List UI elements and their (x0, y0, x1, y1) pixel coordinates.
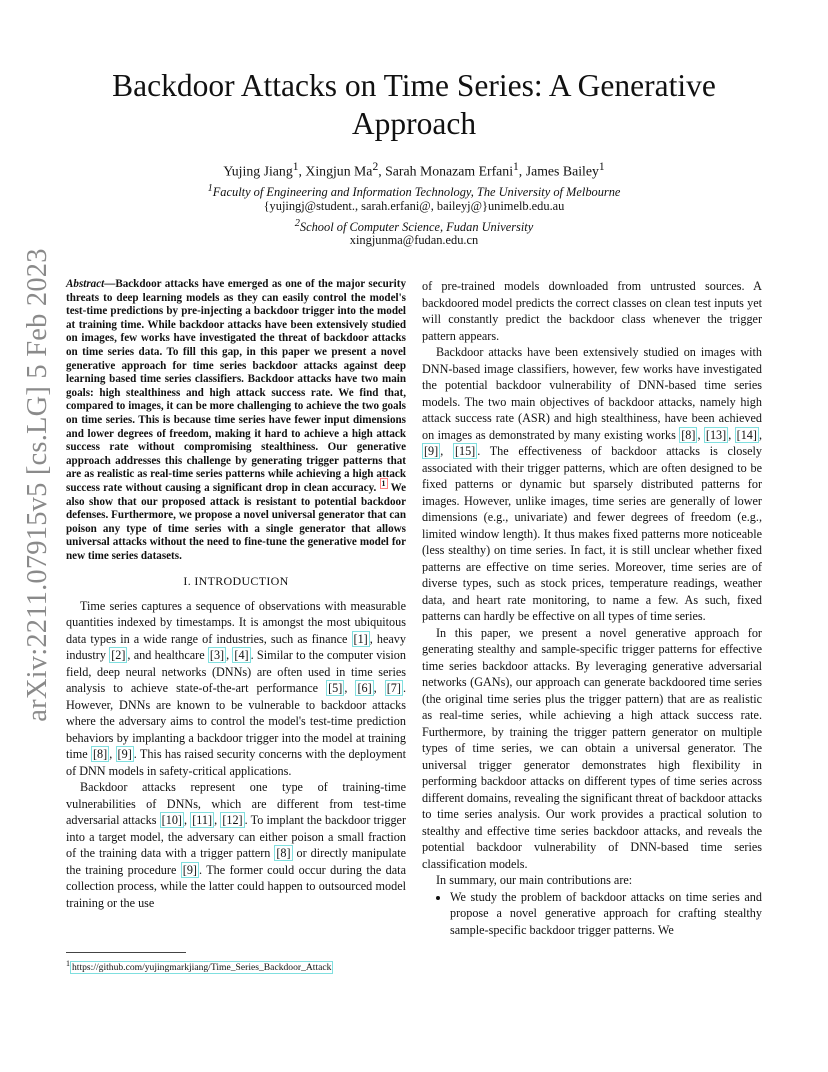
affiliation-mark: 1 (598, 161, 605, 173)
citation-link[interactable]: [8] (276, 846, 291, 861)
citation-link[interactable]: [3] (209, 648, 225, 663)
citation-link[interactable]: [10] (161, 813, 182, 828)
affiliation-mark: 1 (513, 161, 519, 173)
arxiv-id-text: arXiv:2211.07915v5 [cs.LG] 5 Feb 2023 (22, 248, 53, 722)
affiliation-mark: 1 (292, 161, 299, 173)
citation-link[interactable]: [8] (92, 747, 108, 762)
citation-link[interactable]: [13] (705, 427, 727, 442)
footnote-mark: 1 (66, 959, 70, 968)
title-line-2: Approach (351, 106, 477, 141)
citation-link[interactable]: [14] (736, 427, 757, 442)
affiliation-mark: 2 (294, 218, 300, 229)
citation-link[interactable]: [11] (192, 813, 213, 828)
author-name: , James Bailey (518, 163, 599, 179)
footnote-url-link[interactable]: https://github.com/yujingmarkjiang/Time_Series_Backdoor_Attack (72, 962, 332, 974)
intro-paragraph-1: Time series captures a sequence of observations with measurable quantities indexed by timestamps. It is amongst the most ubiquitous data types in a wide range of industries, such as finance [1] , heavy industry [2] , and healthcare [3] , [4] . Similar to the computer vision field, deep neural networks (DNNs) are often used in time series analysis to achieve state-of-the-art performance [5] , [6] , [7] . However, DNNs are known to be vulnerable to backdoor attacks where the adversary aims to control the model's test-time prediction behaviors by implanting a backdoor trigger into the model at training time [8] , [9] . This has raised security concerns with the deployment of DNN models in safety-critical applications. (66, 598, 407, 778)
arxiv-identifier (18, 248, 58, 722)
footnote-rule (66, 952, 186, 953)
intro-paragraph-2: Backdoor attacks represent one type of training-time vulnerabilities of DNNs, which are different from test-time adversarial attacks [10] , [11] , [12] . To implant the backdoor trigger into a target model, the adversary can either poison a small fraction of the training data with a trigger pattern [8] or directly manipulate the training procedure [9] . The former could occur during the data collection process, while the latter could happen to outsourced model training or the use (66, 780, 407, 910)
author-name: Yujing Jiang (223, 163, 293, 179)
contributions-list (422, 889, 762, 939)
affiliation-mark: 1 (207, 183, 213, 194)
author-list (70, 158, 758, 181)
abstract-text-2: We also show that our proposed attack is resistant to potential backdoor defenses. Furthermore, we propose a novel universal generator that can poison any type of time series with a single generator that allows universal attacks without the need to fine-tune the generative model for new time series datasets. (66, 481, 406, 562)
citation-link[interactable]: [9] (424, 444, 439, 458)
author-name: , Xingjun Ma (298, 163, 373, 179)
citation-link[interactable]: [4] (234, 648, 249, 663)
citation-link[interactable]: [1] (353, 631, 368, 646)
section-heading-introduction: I. INTRODUCTION (183, 574, 289, 589)
abstract-text-1: —Backdoor attacks have emerged as one of the major security threats to deep learning models as they can easily control the model's test-time predictions by pre-injecting a backdoor trigger into the model at training time. While backdoor attacks have been extensively studied on images, few works have investigated the threat of backdoor attacks on time series data. To fill this gap, in this paper we present a novel generative approach for time series backdoor attacks against deep learning based time series classifiers. Backdoor attacks have two main goals: high stealthiness and high attack success rate. We find that, compared to images, it can be more challenging to achieve the two goals on time series. This is because time series have fewer input dimensions and lower degrees of freedom, making it hard to achieve a high attack success rate without compromising stealthiness. Our generative approach addresses this challenge by generating trigger patterns that are as realistic as real-time series patterns while achieving a high attack success rate without causing a significant drop in clean accuracy. (66, 278, 406, 494)
citation-link[interactable]: [9] (182, 862, 197, 877)
intro-paragraph-2-continued: of pre-trained models downloaded from untrusted sources. A backdoored model predicts the correct classes on clean test inputs yet will constantly predict the backdoor class whenever the trigger pattern appears. (422, 279, 762, 343)
paper-title (70, 67, 758, 143)
right-column (422, 278, 762, 938)
citation-link[interactable]: [8] (681, 427, 696, 442)
citation-link[interactable]: [5] (328, 681, 343, 696)
emails-melbourne: {yujingj@student., sarah.erfani@, baileyj@}unimelb.edu.au (263, 199, 565, 213)
list-item: • We study the problem of backdoor attacks on time series and propose a novel generative approach for crafting stealthy sample-specific backdoor trigger patterns. We (450, 889, 762, 939)
left-column (66, 278, 406, 911)
citation-link[interactable]: [2] (111, 648, 126, 663)
citation-link[interactable]: [15] (454, 444, 476, 458)
title-line-1: Backdoor Attacks on Time Series: A Generative (112, 68, 716, 103)
intro-paragraph-4: In this paper, we present a novel generative approach for generating stealthy and sample-specific trigger patterns for effective time series backdoor attacks. By leveraging generative adversarial networks (GANs), our approach can generate backdoored time series (the original time series plus the trigger pattern) that are as realistic as real-time series, while achieving a high attack success rate. Furthermore, by training the trigger pattern generator on multiple types of time series, we can obtain a universal generator. The universal trigger generator demonstrates high flexibility in performing backdoor attacks on different types of time series across different domains, revealing the significant threat of backdoor attacks to time series analysis. Our work provides a practical solution to stealthy and effective time series backdoor attacks, and reveals the potential backdoor vulnerability of DNN-based time series classification models. (422, 625, 762, 871)
citation-link[interactable]: [7] (386, 681, 401, 696)
author-name: , Sarah Monazam Erfani (378, 163, 514, 179)
affiliation-mark: 2 (372, 161, 379, 173)
intro-paragraph-3: Backdoor attacks have been extensively studied on images with DNN-based image classifiers, however, few works have investigated the potential backdoor vulnerability of DNN-based time series models. The two main objectives of backdoor attacks, namely high attack success rate (ASR) and high stealthiness, have been achieved on images as demonstrated by many existing works [8] , [13] , [14] , [9] , [15] . The effectiveness of backdoor attacks is closely associated with their trigger patterns, which are often designed to be fixed patterns or dynamic but sparsely distributed patterns for images. However, unlike images, time series are generally of lower dimensions (e.g., univariate) and fewer degrees of freedom (e.g., limited window length). It thus makes fixed patterns more noticeable (less stealthy) on time series. In fact, it is still unclear whether fixed patterns are effective on time series. Moreover, time series are of diverse types, such as stock prices, temperature readings, weather data, and heart rate monitoring, to name a few. As such, fixed patterns can hardly be effective on all types of time series. (422, 345, 763, 623)
footnote-link[interactable]: 1 (381, 479, 386, 489)
email-fudan: xingjunma@fudan.edu.cn (349, 233, 479, 247)
abstract (66, 278, 406, 563)
citation-link[interactable]: [12] (222, 813, 243, 828)
affiliation-1-text: Faculty of Engineering and Information Technology, The University of Melbourne (212, 185, 621, 200)
abstract-label: Abstract (66, 278, 105, 290)
footnote (66, 958, 333, 974)
citation-link[interactable]: [9] (117, 747, 132, 762)
citation-link[interactable]: [6] (357, 681, 372, 696)
contributions-intro: In summary, our main contributions are: (436, 873, 633, 887)
affiliation-2-text: School of Computer Science, Fudan University (299, 220, 534, 235)
